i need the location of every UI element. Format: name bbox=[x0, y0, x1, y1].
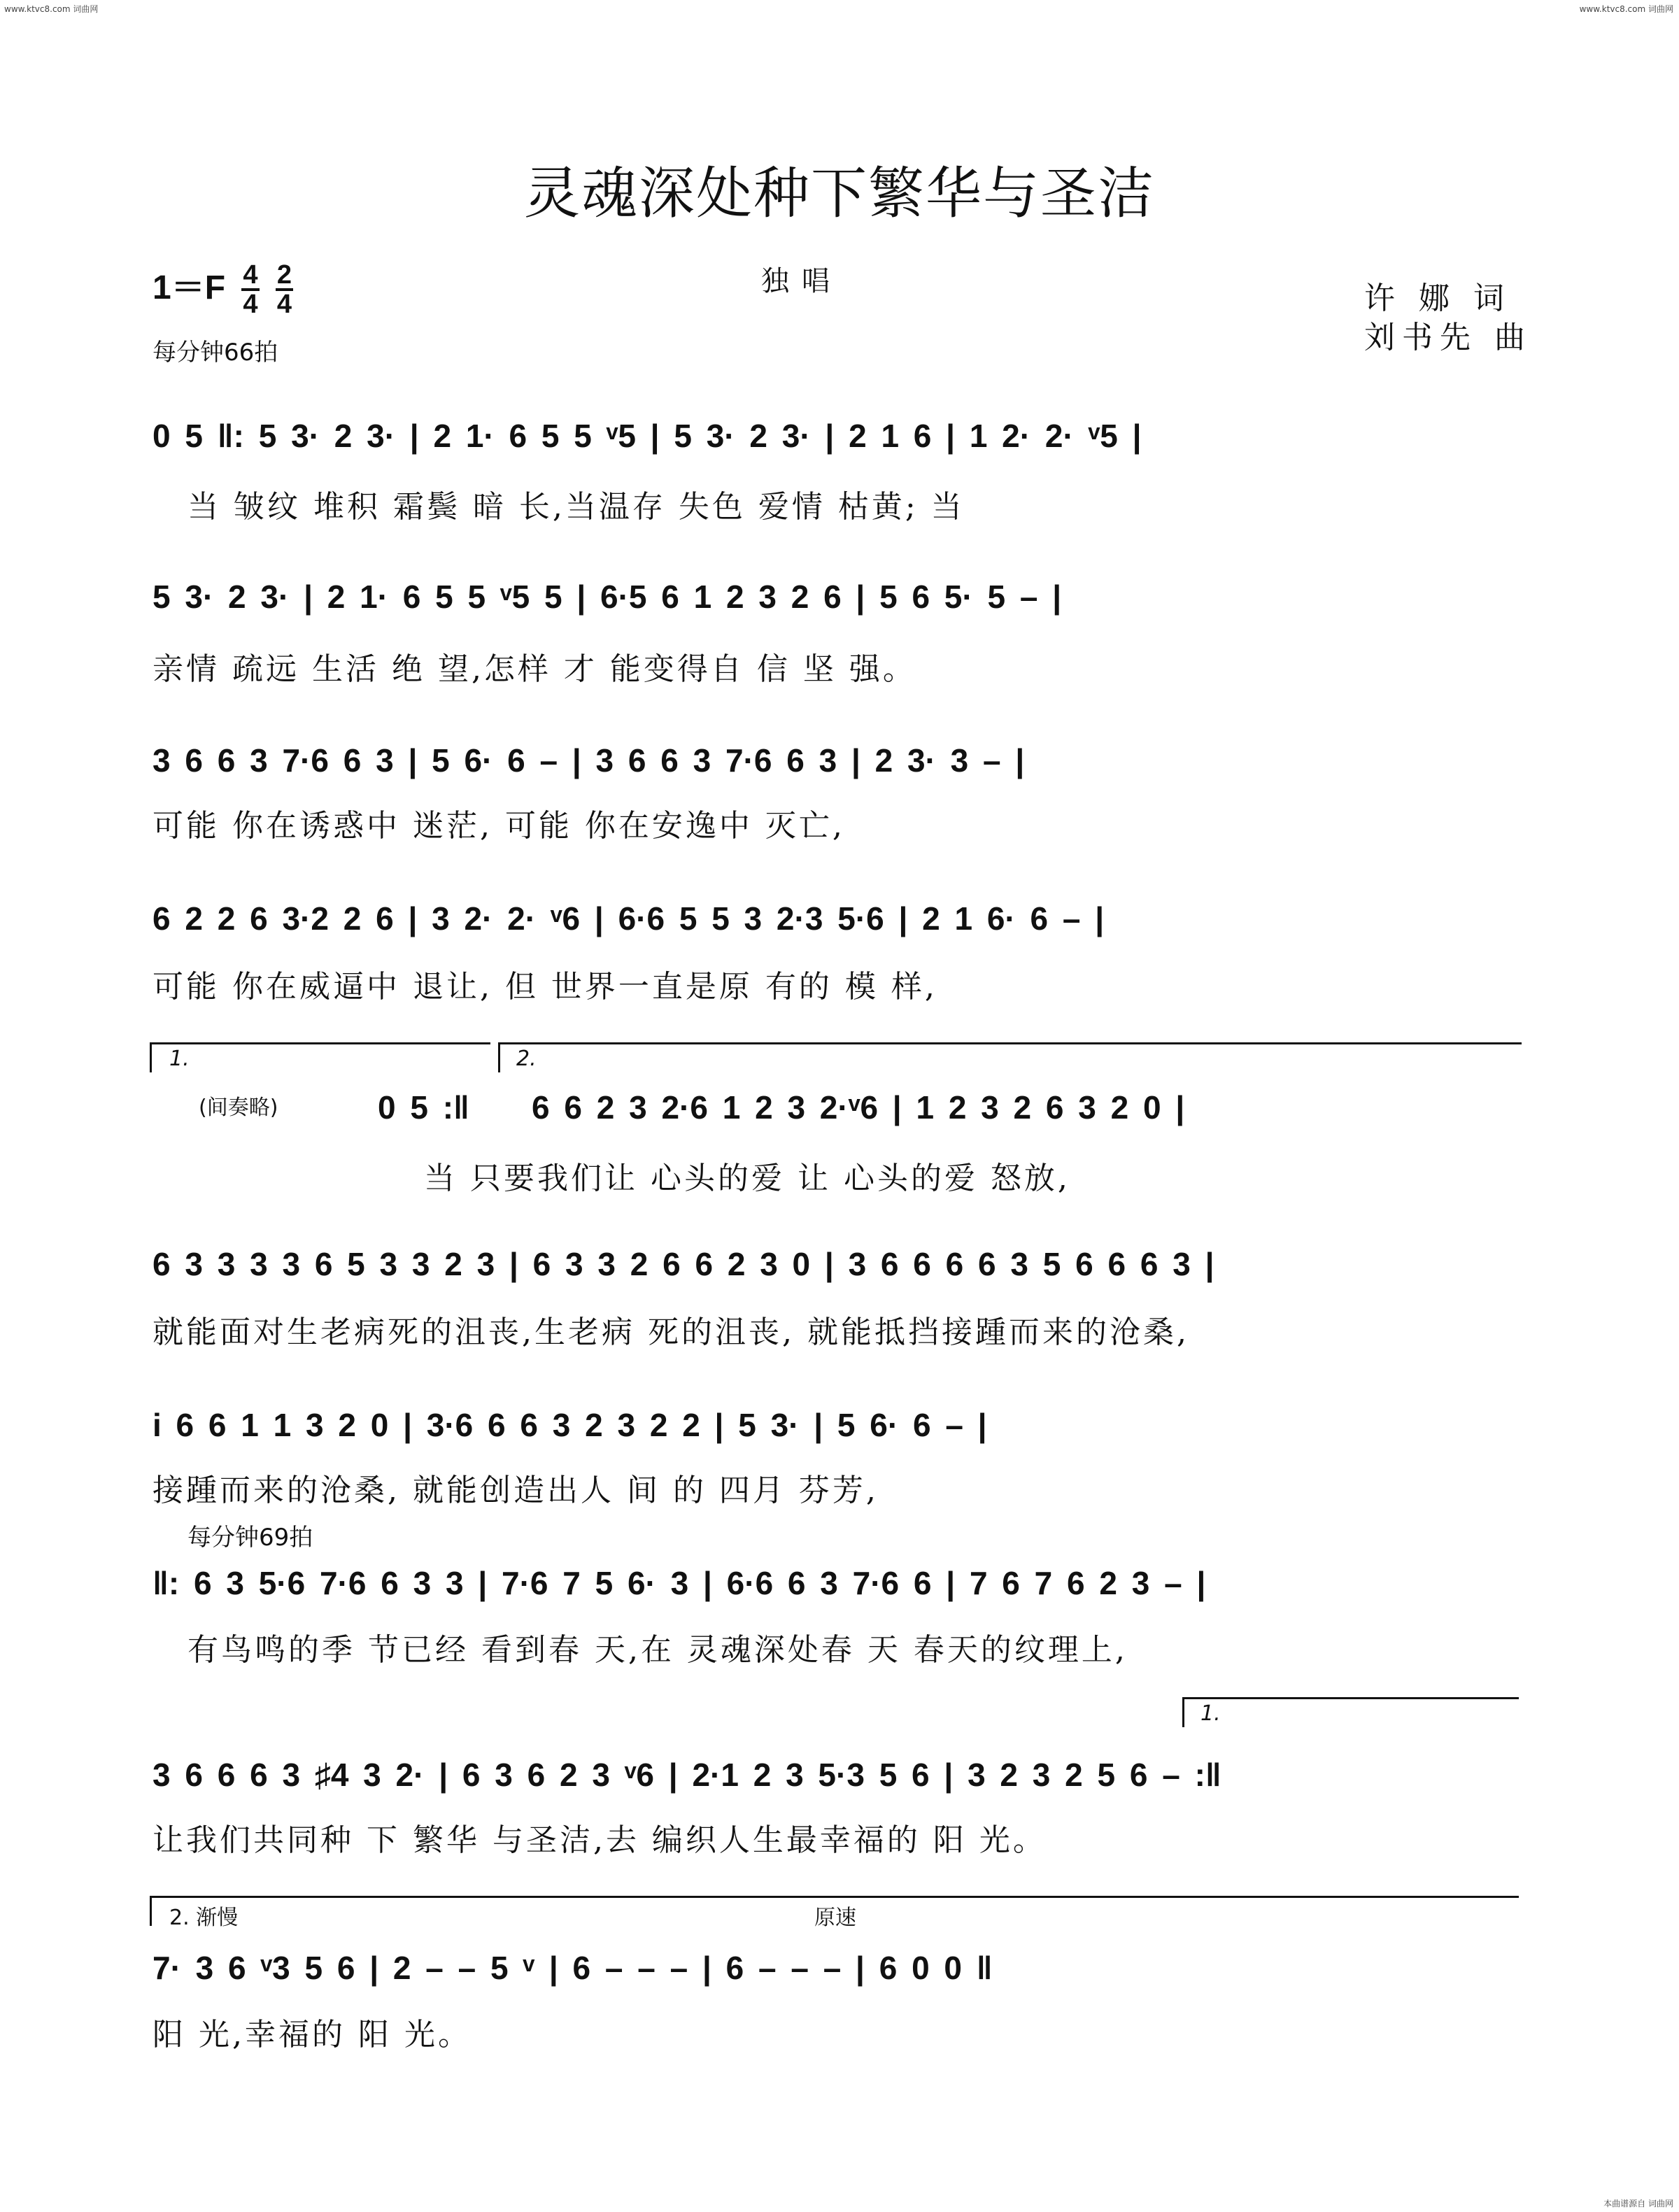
lyric-line-9: 让我们共同种 下 繁华 与圣洁,去 编织人生最幸福的 阳 光。 bbox=[153, 1822, 1047, 1858]
key-signature bbox=[153, 260, 293, 318]
corner-watermark-left: www.ktvc8.com 词曲网 bbox=[4, 4, 99, 14]
notation-line-1: 0 5 ‖: 5 3· 2 3· | 2 1· 6 5 5 ᵛ5 | 5 3· 2 3· | 2 1 6 | 1 2· 2· ᵛ5 | bbox=[153, 418, 1142, 454]
volta-label-3: 1. bbox=[1200, 1701, 1221, 1726]
composer: 刘书先 曲 bbox=[1364, 320, 1532, 355]
time-signature-1: $\frac{4}{4}$ bbox=[243, 260, 258, 320]
notation-line-2: 5 3· 2 3· | 2 1· 6 5 5 ᵛ5 5 | 6·5 6 1 2 3 2 6 | 5 6 5· 5 – | bbox=[153, 579, 1062, 615]
tempo-restore: 原速 bbox=[814, 1906, 856, 1930]
volta-bracket-2 bbox=[498, 1042, 1522, 1072]
lyricist: 许 娜 词 bbox=[1364, 281, 1511, 316]
notation-line-7: i 6 6 1 1 3 2 0 | 3·6 6 6 3 2 3 2 2 | 5 3· | 5 6· 6 – | bbox=[153, 1407, 987, 1443]
corner-watermark-bottom: 本曲谱源自 词曲网 bbox=[1603, 2199, 1673, 2209]
volta-label-1: 1. bbox=[169, 1047, 190, 1071]
volta-label-2: 2. bbox=[516, 1047, 537, 1071]
key-label: 1＝F bbox=[153, 269, 226, 306]
volta-bracket-1 bbox=[150, 1042, 490, 1072]
tempo-marking-2: 每分钟69拍 bbox=[187, 1524, 313, 1552]
notation-line-8: ‖: 6 3 5·6 7·6 6 3 3 | 7·6 7 5 6· 3 | 6·6 6 3 7·6 6 | 7 6 7 6 2 3 – | bbox=[153, 1565, 1206, 1601]
lyric-line-5: 当 只要我们让 心头的爱 让 心头的爱 怒放, bbox=[424, 1161, 1070, 1196]
performance-type: 独唱 bbox=[761, 265, 842, 297]
page-title: 灵魂深处种下繁华与圣洁 bbox=[524, 161, 1155, 226]
lyric-line-1: 当 皱纹 堆积 霜鬓 暗 长,当温存 失色 爱情 枯黄; 当 bbox=[187, 489, 965, 525]
volta-bracket-3 bbox=[1182, 1697, 1519, 1727]
lyric-line-2: 亲情 疏远 生活 绝 望,怎样 才 能变得自 信 坚 强。 bbox=[153, 651, 916, 687]
notation-line-3: 3 6 6 3 7·6 6 3 | 5 6· 6 – | 3 6 6 3 7·6 6 3 | 2 3· 3 – | bbox=[153, 742, 1025, 779]
interlude-note: (间奏略) bbox=[199, 1096, 278, 1120]
lyric-line-10: 阳 光,幸福的 阳 光。 bbox=[153, 2017, 472, 2053]
notation-line-5a: 0 5 :‖ bbox=[378, 1089, 469, 1126]
tempo-marking: 每分钟66拍 bbox=[153, 339, 278, 367]
notation-line-6: 6 3 3 3 3 6 5 3 3 2 3 | 6 3 3 2 6 6 2 3 0 | 3 6 6 6 6 3 5 6 6 6 3 | bbox=[153, 1246, 1214, 1282]
volta-label-4: 2. 渐慢 bbox=[169, 1906, 239, 1930]
notation-line-5b: 6 6 2 3 2·6 1 2 3 2·ᵛ6 | 1 2 3 2 6 3 2 0 | bbox=[532, 1089, 1185, 1126]
notation-line-4: 6 2 2 6 3·2 2 6 | 3 2· 2· ᵛ6 | 6·6 5 5 3 2·3 5·6 | 2 1 6· 6 – | bbox=[153, 900, 1105, 937]
notation-line-9: 3 6 6 6 3 ♯4 3 2· | 6 3 6 2 3 ᵛ6 | 2·1 2 3 5·3 5 6 | 3 2 3 2 5 6 – :‖ bbox=[153, 1757, 1221, 1793]
lyric-line-6: 就能面对生老病死的沮丧,生老病 死的沮丧, 就能抵挡接踵而来的沧桑, bbox=[153, 1314, 1189, 1350]
corner-watermark-right: www.ktvc8.com 词曲网 bbox=[1579, 4, 1673, 14]
lyric-line-8: 有鸟鸣的季 节已经 看到春 天,在 灵魂深处春 天 春天的纹理上, bbox=[187, 1632, 1128, 1668]
lyric-line-4: 可能 你在威逼中 退让, 但 世界一直是原 有的 模 样, bbox=[153, 969, 937, 1005]
notation-line-10: 7· 3 6 ᵛ3 5 6 | 2 – – 5 ᵛ | 6 – – – | 6 – – – | 6 0 0 ‖ bbox=[153, 1950, 993, 1986]
time-signature-2: $\frac{2}{4}$ bbox=[276, 260, 292, 320]
lyric-line-7: 接踵而来的沧桑, 就能创造出人 间 的 四月 芬芳, bbox=[153, 1473, 879, 1508]
lyric-line-3: 可能 你在诱惑中 迷茫, 可能 你在安逸中 灭亡, bbox=[153, 808, 845, 844]
